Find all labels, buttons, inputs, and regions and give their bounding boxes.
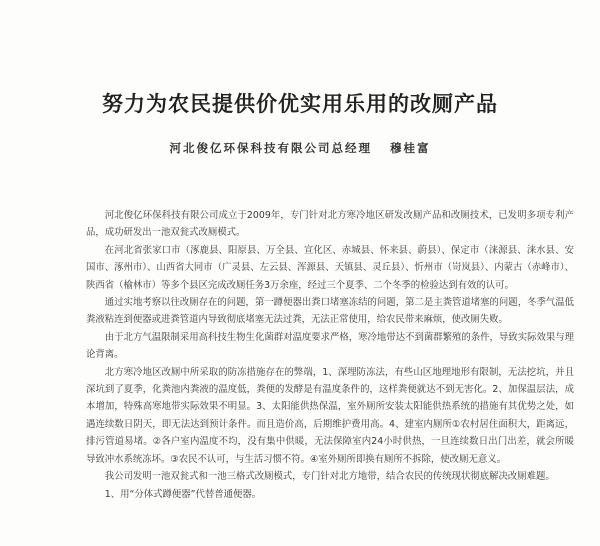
paragraph-invention: 我公司发明一池双瓮式和一池三格式改厕模式，专门针对北方地带，结合农民的传统现状彻底解决改厕难题。 xyxy=(104,471,555,483)
byline-author-name: 穆桂富 xyxy=(390,141,431,155)
article-title: 努力为农民提供价优实用乐用的改厕产品 xyxy=(102,91,498,116)
paragraph-temperature: 由于北方气温限制采用高科技生物生化菌群对温度要求严格，寒冷地带达不到菌群繁殖的条件，导致实际效果与理论背离。 xyxy=(86,331,574,361)
paragraph-drawbacks: 北方寒冷地区改厕中所采取的防冻措施存在的弊端，1、深埋防冻法，有些山区地理地形有限制，无法挖坑，并且深坑到了夏季，化粪池内粪液的温度低，粪便的发酵是有温度条件的，这样粪便就达不到无害化。2、加保温层法，成本增加，特殊高寒地带实际效果不明显。3、太阳能供热保温，室外厕所安装太阳能供热系统的措施有其优势之处，如遇连续数日阴天，即无法达到预计条件。而且造价高，后期维护费用高。4、建室内厕所①农村居住面积大，距离远，排污管道易堵。②各户室内温度不均，没有集中供暖，无法保障室内24小时供热，一旦连续数日出门出差，就会所暖导致冲水系统冻坏。③农民不认可，与生活习惯不符。④室外厕所即换有厕所不拆除，使改厕无意义。 xyxy=(86,366,574,465)
paragraph-company-intro: 河北俊亿环保科技有限公司成立于2009年，专门针对北方寒冷地区研发改厕产品和改厕技术，已发明多项专利产品，成功研发出一池双瓮式改厕模式。 xyxy=(86,210,574,239)
byline-company: 河北俊亿环保科技有限公司总经理 xyxy=(169,141,372,155)
article-body xyxy=(86,207,574,503)
paragraph-problems: 通过实地考察以往改厕存在的问题，第一蹲便器出粪口堵塞冻结的问题，第二是主粪管道堵塞的问题，冬季气温低粪液粘连到便器或进粪管道内导致彻底堵塞无法过粪，无法正常使用，给农民带来麻烦，使改厕失败。 xyxy=(86,297,574,326)
paragraph-regions: 在河北省张家口市（涿鹿县、阳原县、万全县、宣化区、赤城县、怀来县、蔚县）、保定市（涞源县、涞水县、安国市、涿州市）、山西省大同市（广灵县、左云县、浑源县、天镇县、灵丘县）、忻州市（岢岚县）、内蒙古（赤峰市）、陕西省（榆林市）等多个县区完成改厕任务3万余座，经过三个夏季、二个冬季的检验达到有效的认可。 xyxy=(86,244,574,291)
paragraph-point-one: 1、用“分体式蹲便器”代替普通便器。 xyxy=(104,488,262,500)
byline xyxy=(0,140,600,156)
